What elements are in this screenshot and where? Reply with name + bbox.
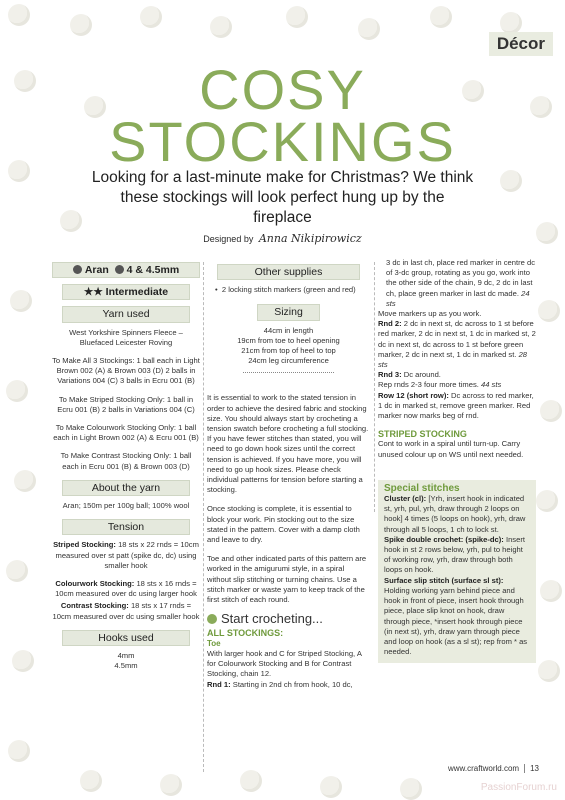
repeat-rounds: Rep rnds 2-3 four more times. 44 sts xyxy=(378,380,502,390)
blocking-note: Once stocking is complete, it is essential to block your work. Pin stocking out to the size stated in the pattern. Cover with a damp cloth and leave to dry. xyxy=(207,504,360,545)
make-striped: To Make Striped Stocking Only: 1 ball in Ecru 001 (B) 2 balls in Variations 004 (C) xyxy=(57,394,195,414)
yarn-ball-icon xyxy=(73,265,82,274)
rnd-1: Rnd 1: Starting in 2nd ch from hook, 10 dc, xyxy=(207,679,353,689)
tension-heading: Tension xyxy=(62,519,190,535)
hook-icon xyxy=(115,265,124,274)
byline-label: Designed by xyxy=(203,234,254,244)
yarn-used-heading: Yarn used xyxy=(62,306,190,322)
rnd-2: Rnd 2: 2 dc in next st, dc across to 1 st before red marker, 2 dc in next st, 1 dc in marked st, 2 dc in next st, dc across to 1 st before green marker, 2 dc in next st, 1 dc in marked st. 28 sts xyxy=(378,319,536,370)
sizing-item: 19cm from toe to heel opening xyxy=(237,335,340,345)
toe-instructions: With larger hook and C for Striped Stocking, A for Colourwork Stocking and B for Contrast Stocking, chain 12. xyxy=(207,648,362,679)
hooks-heading: Hooks used xyxy=(62,630,190,646)
sizing-item: 21cm from top of heel to top xyxy=(241,346,336,356)
instructions-column xyxy=(207,258,370,690)
intro: Looking for a last-minute make for Christmas? We think these stockings will look perfect hung up by the fireplace xyxy=(91,169,474,226)
toe-heading: Toe xyxy=(207,638,221,648)
amigurumi-note: Toe and other indicated parts of this pattern are worked in the amigurumi style, in a spiral without slip stitching or turning chains. Use a stitch marker or waste yarn to keep track of the first stitch of each round. xyxy=(207,554,367,605)
column-divider xyxy=(374,262,375,512)
rnd-3: Rnd 3: Dc around. xyxy=(378,370,441,380)
section-tag: Décor xyxy=(489,32,553,56)
tension-adjust-note: If you have fewer stitches than stated, you will need to go down hook sizes until the correct tension is achieved. If you have more, you will need to go up hook sizes. Please check individual patterns for tension before starting a stocking. xyxy=(207,434,363,495)
materials-column xyxy=(52,258,200,671)
title-line-2: STOCKINGS xyxy=(109,110,456,173)
make-contrast: To Make Contrast Stocking Only: 1 ball each in Ecru 001 (B) & Brown 003 (D) xyxy=(60,451,192,471)
other-supplies-heading: Other supplies xyxy=(217,264,360,280)
spike-dc-stitch: Spike double crochet: (spike-dc): Insert hook in st 2 rows below, yrh, pul to height of working row, yrh, draw through both loops on hook. xyxy=(384,534,525,575)
hook-item: 4.5mm xyxy=(114,661,138,671)
hook-item: 4mm xyxy=(117,651,135,661)
tension-colourwork: Colourwork Stocking: 18 sts x 16 rnds = 10cm measured over dc using larger hook xyxy=(55,579,197,599)
tension-striped: Striped Stocking: 18 sts x 22 rnds = 10cm measured over st patt (spike dc, dc) using smaller hook xyxy=(53,540,199,570)
sizing-item: 24cm leg circumference xyxy=(248,356,329,366)
striped-stocking-heading: STRIPED STOCKING xyxy=(378,429,467,440)
level-box: ★★ Intermediate xyxy=(62,284,190,300)
other-supplies: • 2 locking stitch markers (green and red) xyxy=(215,285,356,295)
make-colourwork: To Make Colourwork Stocking Only: 1 ball each in Light Brown 002 (A) & Ecru 001 (B) xyxy=(53,423,199,443)
surface-slip-stitch: Surface slip stitch (surface sl st): Holding working yarn behind piece and hook in front of piece, insert hook through piece, place slip knot on hook, draw through piece, *insert hook through piece (in next st), yrh, draw yarn through piece and loop on hook (as a sl st); rep from * as needed. xyxy=(384,575,528,657)
special-stitches-panel xyxy=(378,480,536,663)
make-all-stockings: To Make All 3 Stockings: 1 ball each in Light Brown 002 (A) & Brown 003 (D) 2 balls in Variations 004 (C) 3 balls in Ecru 001 (B) xyxy=(52,356,200,386)
move-markers: Move markers up as you work. xyxy=(378,309,482,319)
rnd-1-continued: 3 dc in last ch, place red marker in centre dc of 3-dc group, rotating as you go, work into the other side of the chain, 9 dc, 2 dc in last ch, place green marker in last dc made. 24 sts xyxy=(386,258,535,308)
divider xyxy=(243,372,334,373)
column-divider xyxy=(203,262,204,772)
yarn-name: West Yorkshire Spinners Fleece – Bluefaced Leicester Roving xyxy=(69,327,183,347)
yarn-weight: Aran xyxy=(84,264,109,276)
designer-name: Anna Nikipirowicz xyxy=(258,232,362,245)
bullet-dot-icon xyxy=(207,614,217,624)
all-stockings-heading: ALL STOCKINGS: xyxy=(207,628,284,639)
pattern-column xyxy=(378,258,536,663)
footer xyxy=(448,764,539,773)
hook-size: 4 & 4.5mm xyxy=(126,264,180,276)
page-number: 13 xyxy=(530,764,539,773)
start-crocheting-heading: Start crocheting... xyxy=(207,614,370,624)
yarn-weight-box xyxy=(52,262,200,278)
row-12: Row 12 (short row): Dc across to red marker, 1 dc in marked st, remove green marker. Red marker now marks beg of rnd. xyxy=(378,390,534,421)
byline xyxy=(0,232,565,245)
about-yarn: Aran; 150m per 100g ball; 100% wool xyxy=(62,501,190,511)
footer-url[interactable]: www.craftworld.com xyxy=(447,764,520,773)
tension-note: It is essential to work to the stated tension in order to achieve the desired fabric and stocking size. You should always start by crocheting a tension swatch before crocheting a full stocking. xyxy=(207,393,369,434)
special-stitches-heading: Special stitches xyxy=(384,482,460,494)
striped-instructions: Cont to work in a spiral until turn-up. Carry unused colour up on WS until next needed. xyxy=(378,439,524,459)
sizing-item: 44cm in length xyxy=(263,325,314,335)
sizing-heading: Sizing xyxy=(257,304,320,320)
cluster-stitch: Cluster (cl): [Yrh, insert hook in indicated st, yrh, pul, yrh, draw through 2 loops on hook] 4 times (5 loops on hook), yrh, draw through all 5 loops, 1 ch to lock st. xyxy=(384,494,526,534)
watermark: PassionForum.ru xyxy=(480,782,557,793)
about-yarn-heading: About the yarn xyxy=(62,480,190,496)
title-line-1: COSY xyxy=(199,58,366,121)
tension-contrast: Contrast Stocking: 18 sts x 17 rnds = 10cm measured over dc using smaller hook xyxy=(52,601,200,621)
